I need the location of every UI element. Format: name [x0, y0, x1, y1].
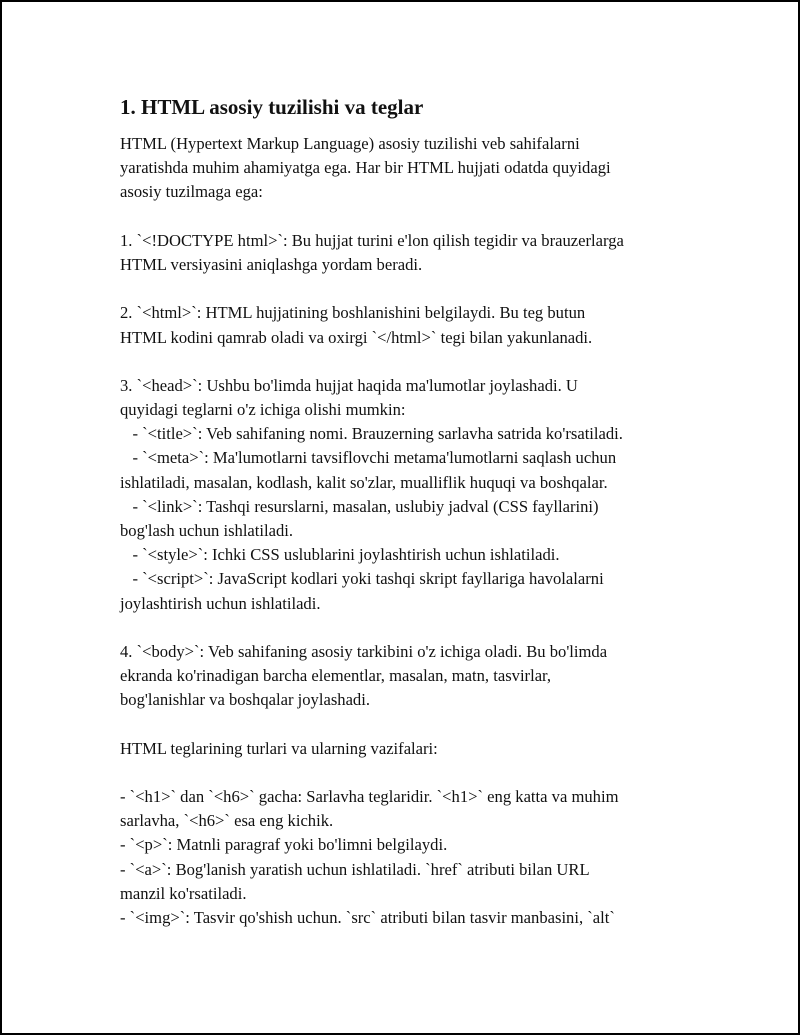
blank-line — [120, 277, 720, 301]
text-line: - `<h1>` dan `<h6>` gacha: Sarlavha teglaridir. `<h1>` eng katta va muhim — [120, 787, 619, 807]
text-line: 2. `<html>`: HTML hujjatining boshlanishini belgilaydi. Bu teg butun — [120, 303, 586, 323]
text-line: HTML kodini qamrab oladi va oxirgi `</html>` tegi bilan yakunlanadi. — [120, 327, 593, 347]
text-line: joylashtirish uchun ishlatiladi. — [120, 593, 321, 613]
text-line: - `<script>`: JavaScript kodlari yoki tashqi skript fayllariga havolalarni — [120, 569, 604, 589]
document-body — [120, 92, 720, 930]
blank-line — [120, 205, 720, 229]
text-line: bog'lanishlar va boshqalar joylashadi. — [120, 690, 370, 710]
text-line: HTML versiyasini aniqlashga yordam beradi. — [120, 254, 423, 274]
text-line: HTML teglarining turlari va ularning vazifalari: — [120, 738, 438, 758]
text-line: 4. `<body>`: Veb sahifaning asosiy tarkibini o'z ichiga oladi. Bu bo'limda — [120, 641, 608, 661]
text-line: 1. `<!DOCTYPE html>`: Bu hujjat turini e'lon qilish tegidir va brauzerlarga — [120, 230, 624, 250]
text-line: yaratishda muhim ahamiyatga ega. Har bir HTML hujjati odatda quyidagi — [120, 158, 611, 178]
text-line: - `<a>`: Bog'lanish yaratish uchun ishlatiladi. `href` atributi bilan URL — [120, 859, 590, 879]
text-line: - `<title>`: Veb sahifaning nomi. Brauzerning sarlavha satrida ko'rsatiladi. — [120, 424, 623, 444]
text-line: bog'lash uchun ishlatiladi. — [120, 521, 294, 540]
text-line: HTML (Hypertext Markup Language) asosiy tuzilishi veb sahifalarni — [120, 134, 580, 153]
text-line: 3. `<head>`: Ushbu bo'limda hujjat haqida ma'lumotlar joylashadi. U — [120, 375, 578, 395]
text-line: - `<meta>`: Ma'lumotlarni tavsiflovchi metama'lumotlarni saqlash uchun — [120, 448, 617, 468]
text-line: - `<img>`: Tasvir qo'shish uchun. `src` atributi bilan tasvir manbasini, `alt` — [120, 908, 615, 927]
text-line: sarlavha, `<h6>` esa eng kichik. — [120, 811, 334, 831]
blank-line — [120, 616, 720, 640]
text-line: asosiy tuzilmaga ega: — [120, 182, 263, 202]
text-line: manzil ko'rsatiladi. — [120, 883, 247, 903]
blank-line — [120, 761, 720, 785]
text-line: - `<link>`: Tashqi resurslarni, masalan, uslubiy jadval (CSS fayllarini) — [120, 496, 599, 516]
text-line: - `<style>`: Ichki CSS uslublarini joylashtirish uchun ishlatiladi. — [120, 545, 560, 565]
blank-line — [120, 350, 720, 374]
document-title: 1. HTML asosiy tuzilishi va teglar — [120, 95, 424, 119]
text-line: - `<p>`: Matnli paragraf yoki bo'limni belgilaydi. — [120, 835, 448, 855]
blank-line — [120, 713, 720, 737]
text-line: quyidagi teglarni o'z ichiga olishi mumkin: — [120, 400, 406, 420]
text-line: ekranda ko'rinadigan barcha elementlar, masalan, matn, tasvirlar, — [120, 666, 552, 686]
text-line: ishlatiladi, masalan, kodlash, kalit so'zlar, mualliflik huquqi va boshqalar. — [120, 472, 608, 492]
document-text — [120, 132, 720, 930]
